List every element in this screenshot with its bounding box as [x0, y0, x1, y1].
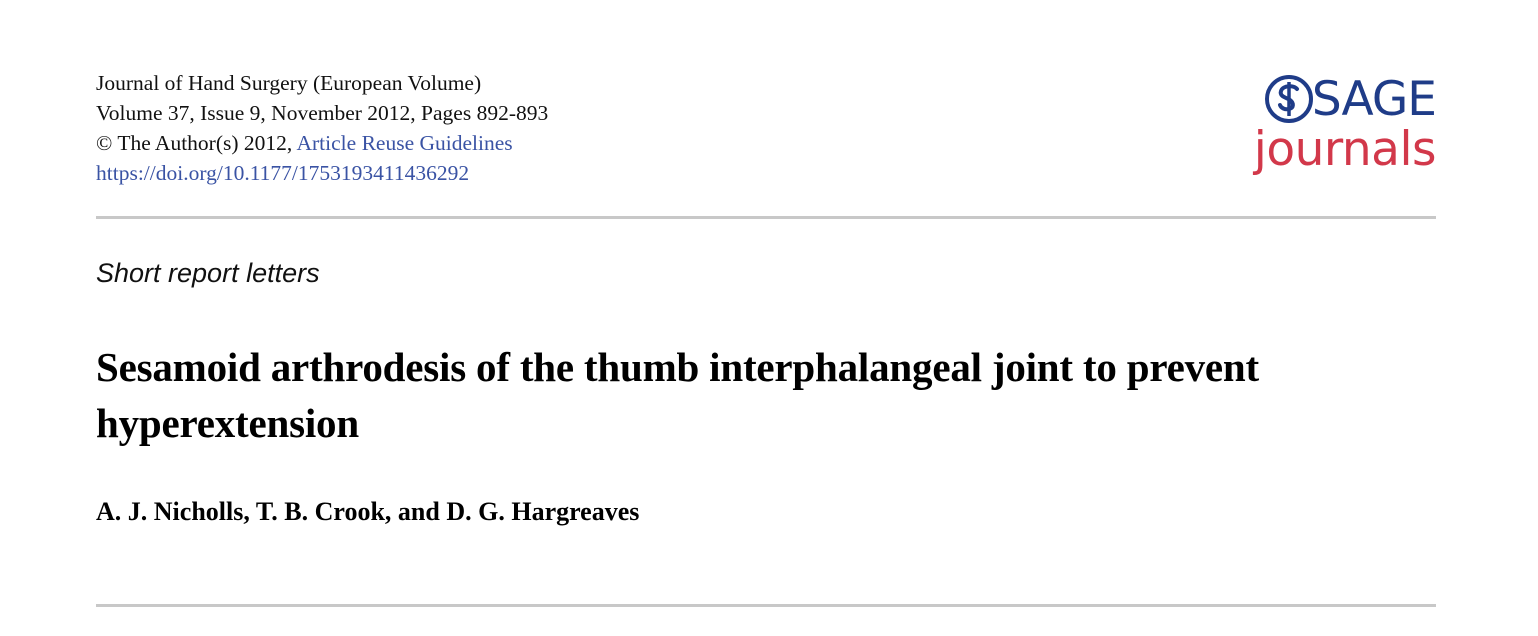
header-divider-bottom [96, 604, 1436, 607]
page-title: Sesamoid arthrodesis of the thumb interphalangeal joint to prevent hyperextension [96, 344, 1259, 447]
header-divider-top [96, 216, 1436, 219]
author-list: A. J. Nicholls, T. B. Crook, and D. G. Hargreaves [96, 497, 640, 526]
copyright-line [96, 128, 548, 158]
masthead [96, 68, 1436, 188]
sage-s-circle-icon [1264, 74, 1314, 124]
sage-wordmark: SAGE [1311, 71, 1436, 127]
sage-journals-wordmark: journals [1253, 122, 1436, 177]
volume-issue-pages: Volume 37, Issue 9, November 2012, Pages 892-893 [96, 101, 549, 125]
section-kicker: Short report letters [96, 258, 320, 288]
sage-wordmark-row [1204, 71, 1436, 127]
doi-line [96, 158, 548, 188]
copyright-text: © The Author(s) 2012, [96, 131, 293, 155]
journal-name: Journal of Hand Surgery (European Volume) [96, 71, 482, 95]
sage-journals-logo[interactable] [1204, 71, 1436, 177]
article-reuse-guidelines-link[interactable]: Article Reuse Guidelines [296, 131, 513, 155]
doi-link[interactable]: https://doi.org/10.1177/1753193411436292 [96, 161, 470, 185]
citation-block [96, 68, 548, 188]
